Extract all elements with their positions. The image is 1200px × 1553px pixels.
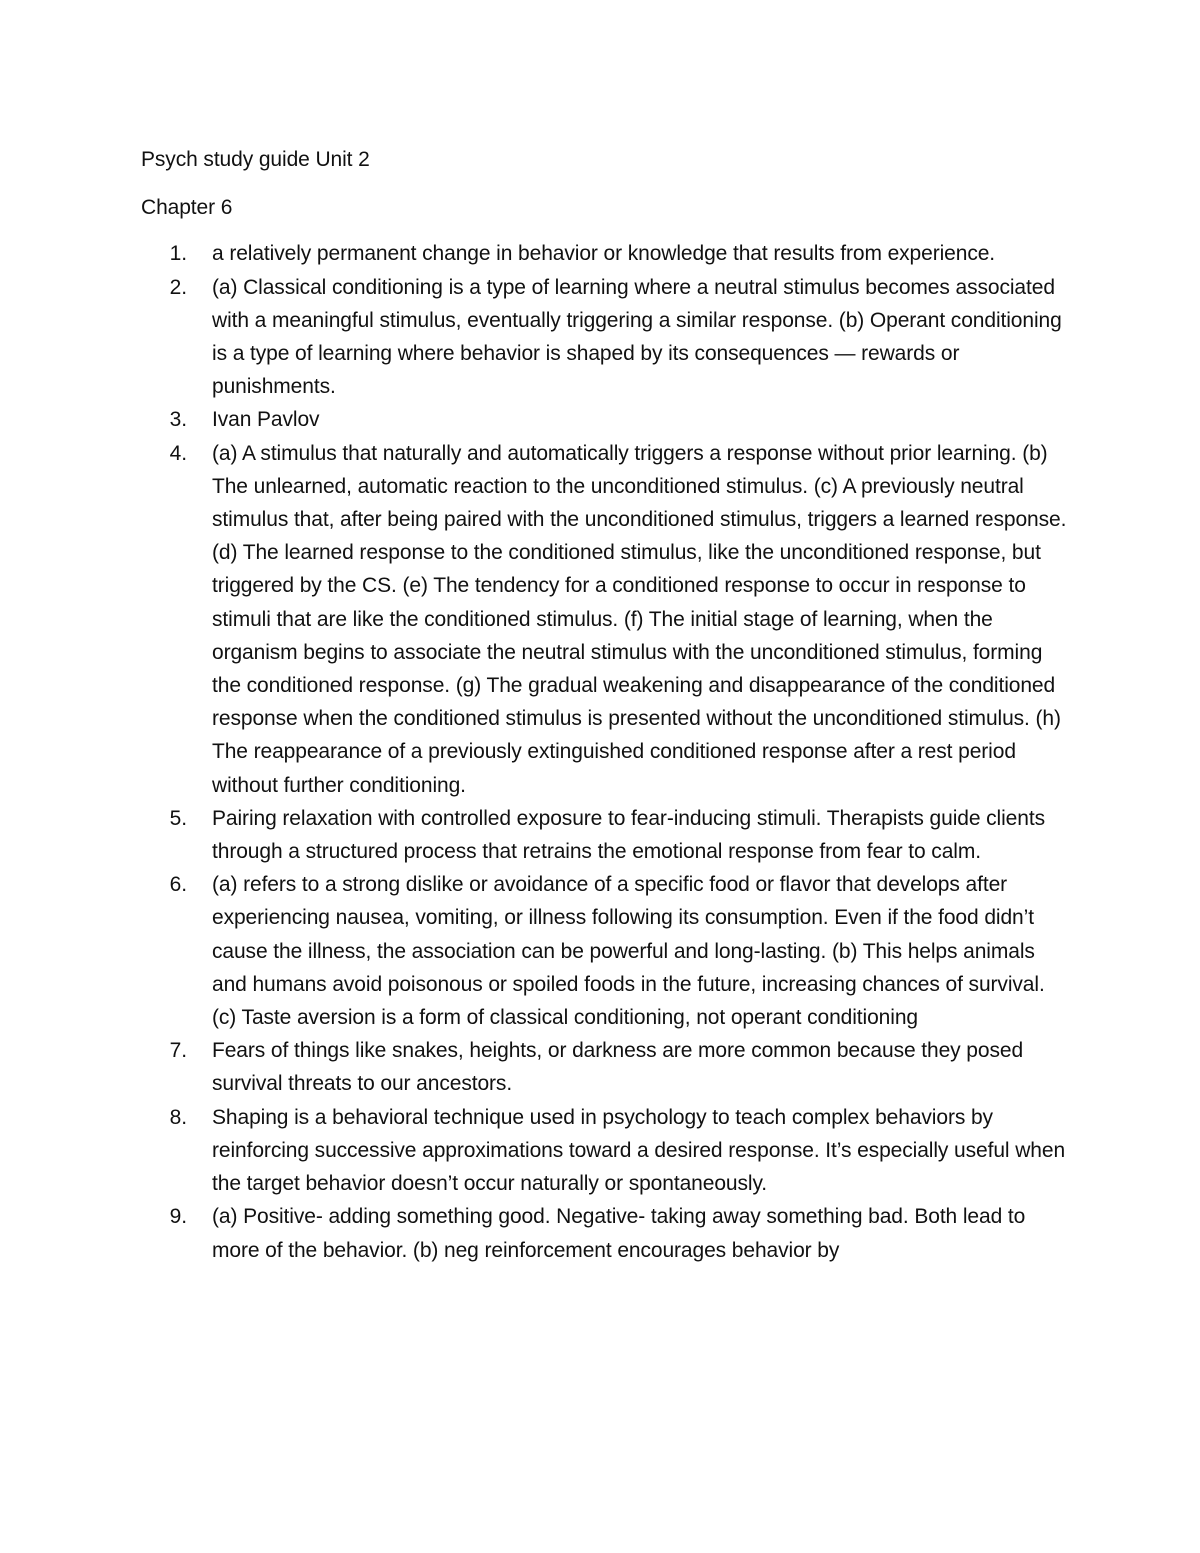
list-item <box>141 802 1071 868</box>
list-item <box>141 868 1071 1034</box>
item-text: a relatively permanent change in behavior or knowledge that results from experience. <box>212 242 996 266</box>
item-number: 6. <box>169 873 187 897</box>
item-number: 5. <box>169 806 187 830</box>
item-number: 9. <box>169 1205 187 1229</box>
item-text: (a) Classical conditioning is a type of learning where a neutral stimulus becomes associated with a meaningful stimulus, eventually triggering a similar response. (b) Operant conditioning is a type of learning where behavior is shaped by its consequences — rewards or punishments. <box>212 275 1062 399</box>
item-number: 2. <box>169 275 187 299</box>
item-number: 8. <box>169 1105 187 1129</box>
document-body <box>141 143 1071 1267</box>
item-text: (a) A stimulus that naturally and automatically triggers a response without prior learning. (b) The unlearned, automatic reaction to the unconditioned stimulus. (c) A previously neutral stimulus that, after being paired with the unconditioned stimulus, triggers a learned response. (d) The learned response to the conditioned stimulus, like the unconditioned response, but triggered by the CS. (e) The tendency for a conditioned response to occur in response to stimuli that are like the conditioned stimulus. (f) The initial stage of learning, when the organism begins to associate the neutral stimulus with the unconditioned stimulus, forming the conditioned response. (g) The gradual weakening and disappearance of the conditioned response when the conditioned stimulus is presented without the unconditioned stimulus. (h) The reappearance of a previously extinguished conditioned response after a rest period without further conditioning. <box>212 441 1067 797</box>
item-number: 4. <box>169 441 187 465</box>
answer-list <box>141 237 1071 1266</box>
item-text: Shaping is a behavioral technique used in psychology to teach complex behaviors by reinforcing successive approximations toward a desired response. It’s especially useful when the target behavior doesn’t occur naturally or spontaneously. <box>212 1105 1066 1196</box>
document-title: Psych study guide Unit 2 <box>141 148 370 171</box>
item-text: (a) Positive- adding something good. Negative- taking away something bad. Both lead to more of the behavior. (b) neg reinforcement encourages behavior by <box>212 1205 1026 1262</box>
list-item <box>141 1101 1071 1201</box>
item-text: Ivan Pavlov <box>212 408 320 432</box>
item-text: Fears of things like snakes, heights, or darkness are more common because they posed survival threats to our ancestors. <box>212 1039 1024 1096</box>
item-text: Pairing relaxation with controlled exposure to fear-inducing stimuli. Therapists guide clients through a structured process that retrains the emotional response from fear to calm. <box>212 806 1045 864</box>
chapter-heading: Chapter 6 <box>141 196 233 220</box>
list-item <box>141 1200 1071 1266</box>
item-number: 7. <box>169 1039 187 1063</box>
list-item <box>141 403 1071 436</box>
list-item <box>141 237 1071 270</box>
list-item <box>141 271 1071 404</box>
list-item <box>141 437 1071 802</box>
item-number: 3. <box>169 408 187 432</box>
list-item <box>141 1034 1071 1100</box>
item-number: 1. <box>169 242 187 266</box>
item-text: (a) refers to a strong dislike or avoidance of a specific food or flavor that develops after experiencing nausea, vomiting, or illness following its consumption. Even if the food didn’t cause the illness, the association can be powerful and long-lasting. (b) This helps animals and humans avoid poisonous or spoiled foods in the future, increasing chances of survival. (c) Taste aversion is a form of classical conditioning, not operant conditioning <box>212 873 1045 1030</box>
